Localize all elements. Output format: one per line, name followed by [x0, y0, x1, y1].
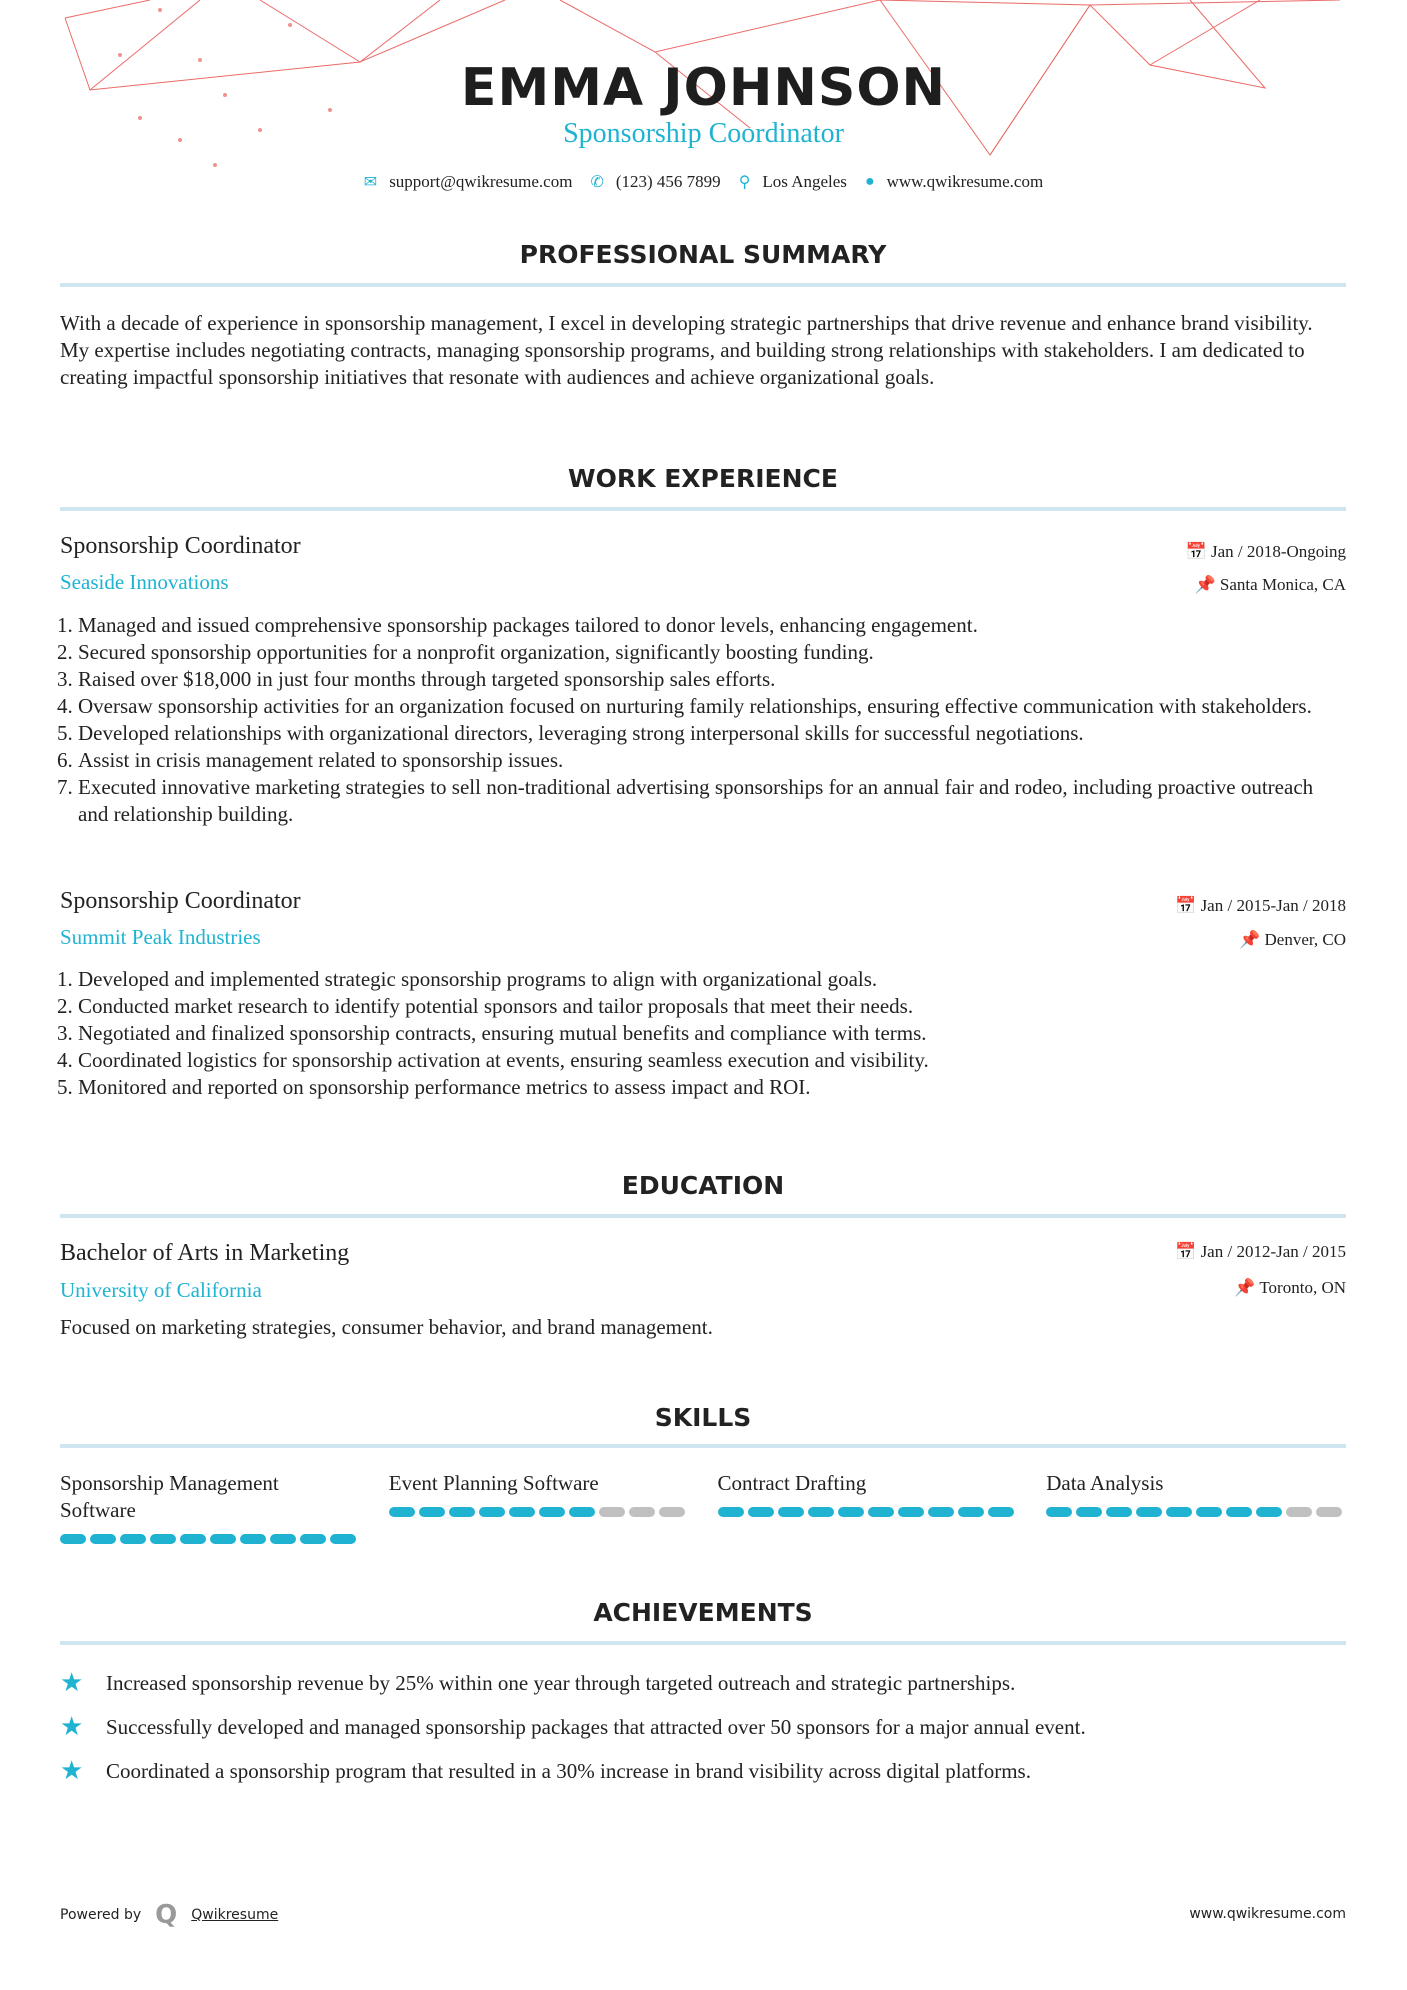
work-heading: WORK EXPERIENCE [568, 464, 838, 493]
contact-bar [0, 172, 1407, 192]
pin-icon: 📌 [1239, 930, 1265, 949]
skill-name: Data Analysis [1046, 1471, 1164, 1495]
skill-level-bar [389, 1507, 689, 1517]
skills-list [60, 1470, 1346, 1544]
degree: Bachelor of Arts in Marketing [60, 1240, 350, 1266]
summary-heading: PROFESSIONAL SUMMARY [519, 240, 887, 269]
phone: (123) 456 7899 [615, 172, 721, 191]
divider [60, 507, 1346, 511]
summary-text: With a decade of experience in sponsorship management, I excel in developing strategic partnerships that drive revenue and enhance brand visibility. My expertise includes negotiating contracts, managing sponsorship programs, and building strong relationships with stakeholders. I am dedicated to creating impactful sponsorship initiatives that resonate with audiences and achieve organizational goals. [60, 311, 1313, 389]
skill-level-segment [509, 1507, 535, 1517]
candidate-name: EMMA JOHNSON [460, 58, 947, 118]
skill-level-bar [718, 1507, 1018, 1517]
location-pin-icon: ⚲ [738, 174, 751, 191]
skill-item [718, 1470, 1018, 1544]
skill-level-segment [539, 1507, 565, 1517]
list-item: 4. Oversaw sponsorship activities for an organization focused on nurturing family relationships, ensuring effective communication with stakeholders. [78, 693, 1348, 720]
achievement-text: Increased sponsorship revenue by 25% within one year through targeted outreach and strategic partnerships. [106, 1670, 1016, 1695]
pin-icon: 📌 [1194, 575, 1220, 594]
skill-level-segment [898, 1507, 924, 1517]
company: Seaside Innovations [60, 570, 229, 594]
location: Los Angeles [762, 172, 847, 191]
dates-text: Jan / 2018-Ongoing [1210, 542, 1346, 561]
skill-level-segment [120, 1534, 146, 1544]
job-dates [1186, 542, 1346, 562]
list-item: 5. Monitored and reported on sponsorship performance metrics to assess impact and ROI. [78, 1074, 1348, 1101]
list-item: 5. Developed relationships with organizational directors, leveraging strong interpersonal skills for successful negotiations. [78, 720, 1348, 747]
skill-level-segment [449, 1507, 475, 1517]
dates-text: Jan / 2015-Jan / 2018 [1200, 896, 1346, 915]
skill-level-segment [1166, 1507, 1192, 1517]
achievement-text: Successfully developed and managed sponsorship packages that attracted over 50 sponsors for a major annual event. [106, 1714, 1086, 1739]
dates-text: Jan / 2012-Jan / 2015 [1200, 1242, 1346, 1261]
globe-icon: ● [864, 173, 875, 190]
skill-level-segment [1136, 1507, 1162, 1517]
skill-level-segment [150, 1534, 176, 1544]
education-dates [1175, 1242, 1346, 1262]
skill-level-segment [1316, 1507, 1342, 1517]
skill-level-segment [210, 1534, 236, 1544]
skill-level-segment [180, 1534, 206, 1544]
location-text: Denver, CO [1264, 930, 1346, 949]
skill-level-segment [1256, 1507, 1282, 1517]
list-item: 1. Managed and issued comprehensive sponsorship packages tailored to donor levels, enhancing engagement. [78, 612, 1348, 639]
skill-level-segment [1046, 1507, 1072, 1517]
skill-level-segment [479, 1507, 505, 1517]
achievement-item [60, 1756, 1031, 1786]
candidate-title: Sponsorship Coordinator [563, 118, 844, 149]
skill-level-segment [90, 1534, 116, 1544]
skill-level-segment [748, 1507, 774, 1517]
list-item: 2. Secured sponsorship opportunities for a nonprofit organization, significantly boosting funding. [78, 639, 1348, 666]
skill-level-segment [1076, 1507, 1102, 1517]
list-item: 3. Negotiated and finalized sponsorship contracts, ensuring mutual benefits and compliance with terms. [78, 1020, 1348, 1047]
skill-level-segment [270, 1534, 296, 1544]
location-text: Toronto, ON [1259, 1278, 1346, 1297]
email-icon: ✉ [363, 174, 378, 191]
list-item: 2. Conducted market research to identify potential sponsors and tailor proposals that meet their needs. [78, 993, 1348, 1020]
footer-site[interactable]: www.qwikresume.com [1189, 1906, 1346, 1922]
list-item: 3. Raised over $18,000 in just four months through targeted sponsorship sales efforts. [78, 666, 1348, 693]
job-location [1239, 930, 1346, 950]
achievement-item [60, 1712, 1086, 1742]
skill-level-segment [60, 1534, 86, 1544]
calendar-icon: 📅 [1175, 896, 1201, 915]
skill-level-segment [300, 1534, 326, 1544]
skill-level-segment [1106, 1507, 1132, 1517]
phone-icon: ✆ [590, 174, 604, 191]
education-location [1234, 1278, 1346, 1298]
skill-level-segment [928, 1507, 954, 1517]
job-dates [1175, 896, 1346, 916]
skill-level-segment [1226, 1507, 1252, 1517]
skill-item [389, 1470, 689, 1544]
job-title: Sponsorship Coordinator [60, 888, 301, 914]
skill-level-bar [1046, 1507, 1346, 1517]
job-title: Sponsorship Coordinator [60, 533, 301, 559]
list-item: 4. Coordinated logistics for sponsorship activation at events, ensuring seamless execution and visibility. [78, 1047, 1348, 1074]
achievement-item [60, 1668, 1015, 1698]
company: Summit Peak Industries [60, 925, 261, 949]
job-location [1195, 575, 1347, 595]
brand-link[interactable]: Qwikresume [191, 1907, 279, 1923]
footer-powered [60, 1900, 278, 1930]
skill-level-segment [778, 1507, 804, 1517]
skill-level-segment [868, 1507, 894, 1517]
skill-level-segment [1286, 1507, 1312, 1517]
website[interactable]: www.qwikresume.com [886, 172, 1044, 191]
location-text: Santa Monica, CA [1219, 575, 1346, 594]
skill-level-segment [659, 1507, 685, 1517]
school: University of California [60, 1278, 262, 1302]
calendar-icon: 📅 [1175, 1242, 1201, 1261]
achievement-text: Coordinated a sponsorship program that resulted in a 30% increase in brand visibility across digital platforms. [106, 1758, 1031, 1783]
education-description: Focused on marketing strategies, consumer behavior, and brand management. [60, 1315, 713, 1339]
list-item: 7. Executed innovative marketing strategies to sell non-traditional advertising sponsorships for an annual fair and rodeo, including proactive outreach and relationship building. [78, 774, 1348, 828]
pin-icon: 📌 [1234, 1278, 1260, 1297]
skill-level-segment [958, 1507, 984, 1517]
skill-item [60, 1470, 360, 1544]
skill-level-segment [389, 1507, 415, 1517]
skill-level-segment [838, 1507, 864, 1517]
star-icon: ★ [60, 1668, 84, 1697]
skill-level-segment [808, 1507, 834, 1517]
skills-heading: SKILLS [654, 1403, 752, 1432]
divider [60, 283, 1346, 287]
skill-level-segment [718, 1507, 744, 1517]
skill-name: Event Planning Software [388, 1471, 599, 1495]
skill-level-segment [419, 1507, 445, 1517]
divider [60, 1641, 1346, 1645]
skill-level-segment [988, 1507, 1014, 1517]
powered-by-label: Powered by [60, 1907, 142, 1923]
list-item: 1. Developed and implemented strategic sponsorship programs to align with organizational goals. [78, 966, 1348, 993]
qwikresume-logo-icon: Q [155, 1900, 178, 1930]
skill-level-segment [569, 1507, 595, 1517]
star-icon: ★ [60, 1756, 84, 1785]
skill-level-bar [60, 1534, 360, 1544]
achievements-heading: ACHIEVEMENTS [593, 1598, 813, 1627]
divider [60, 1444, 1346, 1448]
education-heading: EDUCATION [621, 1171, 785, 1200]
skill-level-segment [1196, 1507, 1222, 1517]
skill-level-segment [240, 1534, 266, 1544]
calendar-icon: 📅 [1185, 542, 1211, 561]
skill-level-segment [330, 1534, 356, 1544]
skill-item [1046, 1470, 1346, 1544]
skill-level-segment [629, 1507, 655, 1517]
job-duties [78, 966, 1348, 1101]
divider [60, 1214, 1346, 1218]
skill-name: Contract Drafting [717, 1471, 867, 1495]
skill-level-segment [599, 1507, 625, 1517]
list-item: 6. Assist in crisis management related to sponsorship issues. [78, 747, 1348, 774]
job-duties [78, 612, 1348, 828]
email[interactable]: support@qwikresume.com [389, 172, 573, 191]
star-icon: ★ [60, 1712, 84, 1741]
skill-name: Sponsorship Management Software [60, 1471, 279, 1522]
